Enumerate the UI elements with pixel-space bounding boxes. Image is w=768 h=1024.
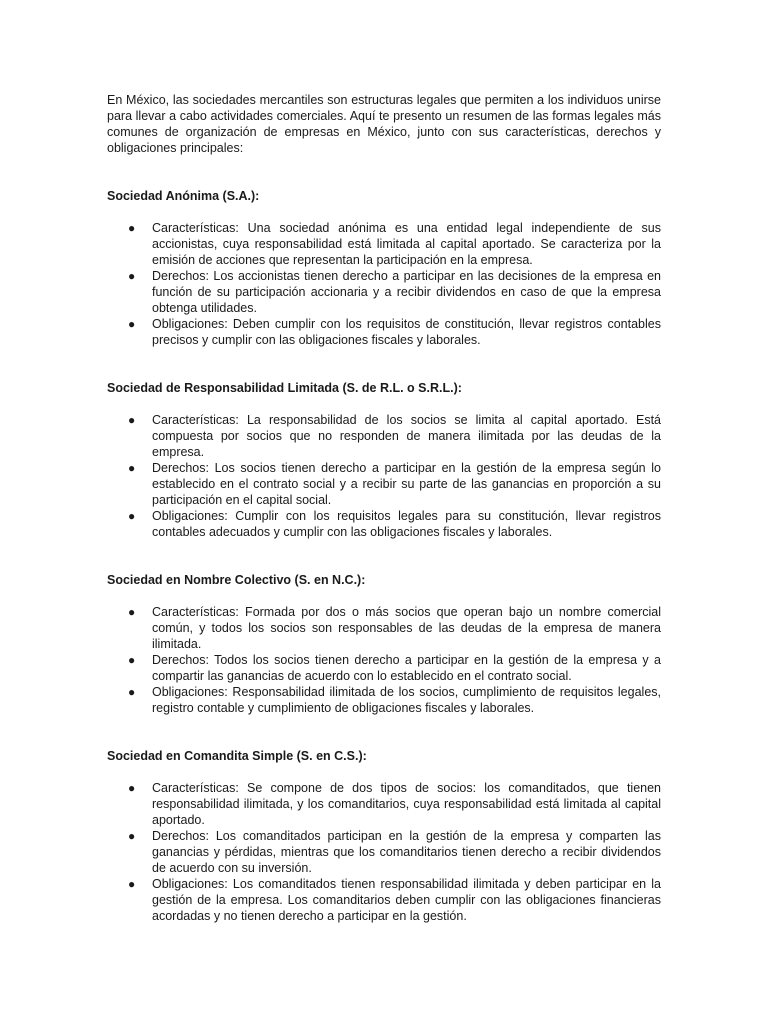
list-item-text: Obligaciones: Deben cumplir con los requisitos de constitución, llevar registros contables precisos y cumplir con las obligaciones fiscales y laborales. [152, 317, 661, 347]
list-item [107, 460, 661, 508]
section-title: Sociedad en Nombre Colectivo (S. en N.C.): [107, 573, 366, 587]
list-item [107, 220, 661, 268]
section-sociedad-anonima [107, 188, 661, 348]
bullet-icon: ● [128, 221, 136, 235]
bullet-icon: ● [128, 461, 136, 475]
list-item-text: Derechos: Los accionistas tienen derecho a participar en las decisiones de la empresa en función de su participación accionaria y a recibir dividendos en caso de que la empresa obtenga utilidades. [152, 269, 661, 315]
list-item [107, 412, 661, 460]
list-item [107, 508, 661, 540]
list-item [107, 604, 661, 652]
list-item-text: Obligaciones: Los comanditados tienen responsabilidad ilimitada y deben participar en la gestión de la empresa. Los comanditarios deben cumplir con las obligaciones financieras acordadas y no tienen derecho a participar en la gestión. [152, 877, 661, 923]
list-item-text: Características: La responsabilidad de los socios se limita al capital aportado. Está compuesta por socios que no responden de manera ilimitada por las deudas de la empresa. [152, 413, 661, 459]
section-responsabilidad-limitada [107, 380, 661, 540]
section-title: Sociedad en Comandita Simple (S. en C.S.): [107, 749, 367, 763]
list-item [107, 876, 661, 924]
list-item-text: Características: Formada por dos o más socios que operan bajo un nombre comercial común, y todos los socios son responsables de las deudas de la empresa de manera ilimitada. [152, 605, 661, 651]
list-item-text: Características: Una sociedad anónima es una entidad legal independiente de sus accionistas, cuya responsabilidad está limitada al capital aportado. Se caracteriza por la emisión de acciones que representan la participación en la empresa. [152, 221, 661, 267]
list-item-text: Características: Se compone de dos tipos de socios: los comanditados, que tienen responsabilidad ilimitada, y los comanditarios, cuya responsabilidad está limitada al capital aportado. [152, 781, 661, 827]
bullet-icon: ● [128, 605, 136, 619]
section-title: Sociedad Anónima (S.A.): [107, 189, 260, 203]
list-item [107, 780, 661, 828]
list-item-text: Derechos: Los socios tienen derecho a participar en la gestión de la empresa según lo establecido en el contrato social y a recibir su parte de las ganancias en proporción a su participación en el capital social. [152, 461, 661, 507]
bullet-icon: ● [128, 317, 136, 331]
bullet-icon: ● [128, 653, 136, 667]
bullet-icon: ● [128, 781, 136, 795]
bullet-icon: ● [128, 509, 136, 523]
bullet-icon: ● [128, 829, 136, 843]
bullet-list [107, 220, 661, 348]
section-title: Sociedad de Responsabilidad Limitada (S. de R.L. o S.R.L.): [107, 381, 462, 395]
intro-paragraph: En México, las sociedades mercantiles son estructuras legales que permiten a los individuos unirse para llevar a cabo actividades comerciales. Aquí te presento un resumen de las formas legales más comunes de organización de empresas en México, junto con sus características, derechos y obligaciones principales: [107, 93, 661, 155]
list-item [107, 316, 661, 348]
bullet-icon: ● [128, 269, 136, 283]
list-item [107, 268, 661, 316]
list-item [107, 828, 661, 876]
bullet-icon: ● [128, 877, 136, 891]
bullet-list [107, 780, 661, 924]
list-item-text: Derechos: Todos los socios tienen derecho a participar en la gestión de la empresa y a compartir las ganancias de acuerdo con lo establecido en el contrato social. [152, 653, 661, 683]
list-item-text: Obligaciones: Responsabilidad ilimitada de los socios, cumplimiento de requisitos legales, registro contable y cumplimiento de obligaciones fiscales y laborales. [152, 685, 661, 715]
bullet-list [107, 604, 661, 716]
list-item-text: Obligaciones: Cumplir con los requisitos legales para su constitución, llevar registros contables adecuados y cumplir con las obligaciones fiscales y laborales. [152, 509, 661, 539]
bullet-list [107, 412, 661, 540]
bullet-icon: ● [128, 413, 136, 427]
list-item-text: Derechos: Los comanditados participan en la gestión de la empresa y comparten las ganancias y pérdidas, mientras que los comanditarios tienen derecho a recibir dividendos de acuerdo con su inversión. [152, 829, 661, 875]
section-nombre-colectivo [107, 572, 661, 716]
bullet-icon: ● [128, 685, 136, 699]
list-item [107, 652, 661, 684]
document-body [107, 92, 661, 924]
section-comandita-simple [107, 748, 661, 924]
list-item [107, 684, 661, 716]
